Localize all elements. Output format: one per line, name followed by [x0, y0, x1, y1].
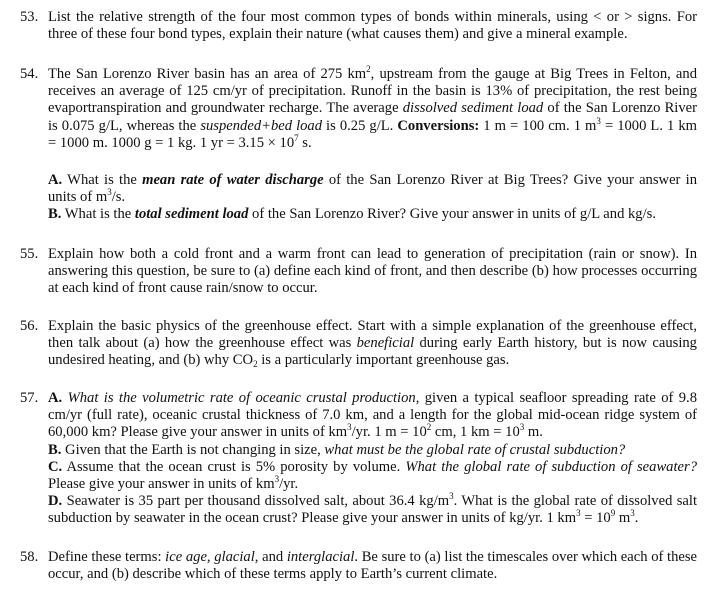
question-intro: The San Lorenzo River basin has an area of 275 $km^2$, upstream from the gauge at Big Trees in Felton, and receives an average of 125 cm/yr of precipitation. Runoff in the basin is 13% of precipitation, the rest being evaportranspiration and groundwater recharge. The average dissolved sediment load of the San Lorenzo River is 0.075 g/L, whereas the suspended+bed load is 0.25 g/L. Conversions: 1 m = 100 cm. 1 $m^3 = 1000$ L. 1 km = 1000 m. 1000 g = 1 kg. 1 yr = $3.15 \times 10^7$ s. [48, 64, 698, 151]
conversions-label: Conversions: [397, 117, 480, 134]
question-number: 53. [20, 9, 39, 25]
question-body [48, 9, 697, 43]
part-b: B. Given that the Earth is not changing in size, what must be the global rate of crustal subduction? [48, 441, 626, 458]
question-number: 55. [20, 246, 39, 262]
question-text: Explain how both a cold front and a warm front can lead to generation of precipitation (rain or snow). In answering this question, be sure to (a) define each kind of front, and then describe (b) how processes occurring at each kind of front cause rain/snow to occur. [48, 246, 697, 297]
question-number: 56. [20, 318, 39, 334]
question-number: 57. [20, 390, 39, 406]
question-body [48, 390, 697, 528]
question-body [48, 549, 697, 583]
question-number: 58. [20, 549, 39, 565]
question-text: Explain the basic physics of the greenhouse effect. Start with a simple explanation of the greenhouse effect, then talk about (a) how the greenhouse effect was beneficial during early Earth history, but is now causing undesired heating, and (b) why $CO_2$ is a particularly important greenhouse gas. [48, 318, 697, 370]
dissolved-load-term: dissolved sediment load [402, 100, 544, 117]
part-a: A. What is the volumetric rate of oceanic crustal production, given a typical seafloor spreading rate of 9.8 cm/yr (full rate), oceanic crustal thickness of 7.0 km, and a length for the global mid-ocean ridge system of 60,000 km? Please give your answer in units of $km^3/yr$. 1 $m = 10^2$ cm, 1 km = $10^3$ m. [48, 390, 697, 441]
part-a: A. What is the mean rate of water discharge of the San Lorenzo River at Big Trees? Give your answer in units of $m^3/s$. [48, 172, 697, 206]
question-text: List the relative strength of the four most common types of bonds within minerals, using < or > signs. For three of these four bond types, explain their nature (what causes them) and give a mineral example. [48, 9, 697, 43]
question-body [48, 318, 697, 370]
question-number: 54. [20, 66, 39, 82]
part-b: B. What is the total sediment load of the San Lorenzo River? Give your answer in units of g/L and kg/s. [48, 206, 656, 223]
suspended-load-term: suspended+bed load [200, 117, 323, 134]
part-d: D. Seawater is 35 part per thousand dissolved salt, about 36.4 $kg/m^3$. What is the global rate of dissolved salt subduction by seawater in the ocean crust? Please give your answer in units of kg/yr. 1 $km^3 = 10^9$ $m^3$. [48, 491, 698, 527]
question-body [48, 246, 697, 298]
question-body [48, 66, 697, 224]
question-text: Define these terms: ice age, glacial, and interglacial. Be sure to (a) list the timescales over which each of these occur, and (b) describe which of these terms apply to Earth’s current climate. [48, 549, 697, 583]
part-c: C. Assume that the ocean crust is 5% porosity by volume. What the global rate of subduction of seawater? Please give your answer in units of $km^3/yr$. [48, 458, 697, 493]
